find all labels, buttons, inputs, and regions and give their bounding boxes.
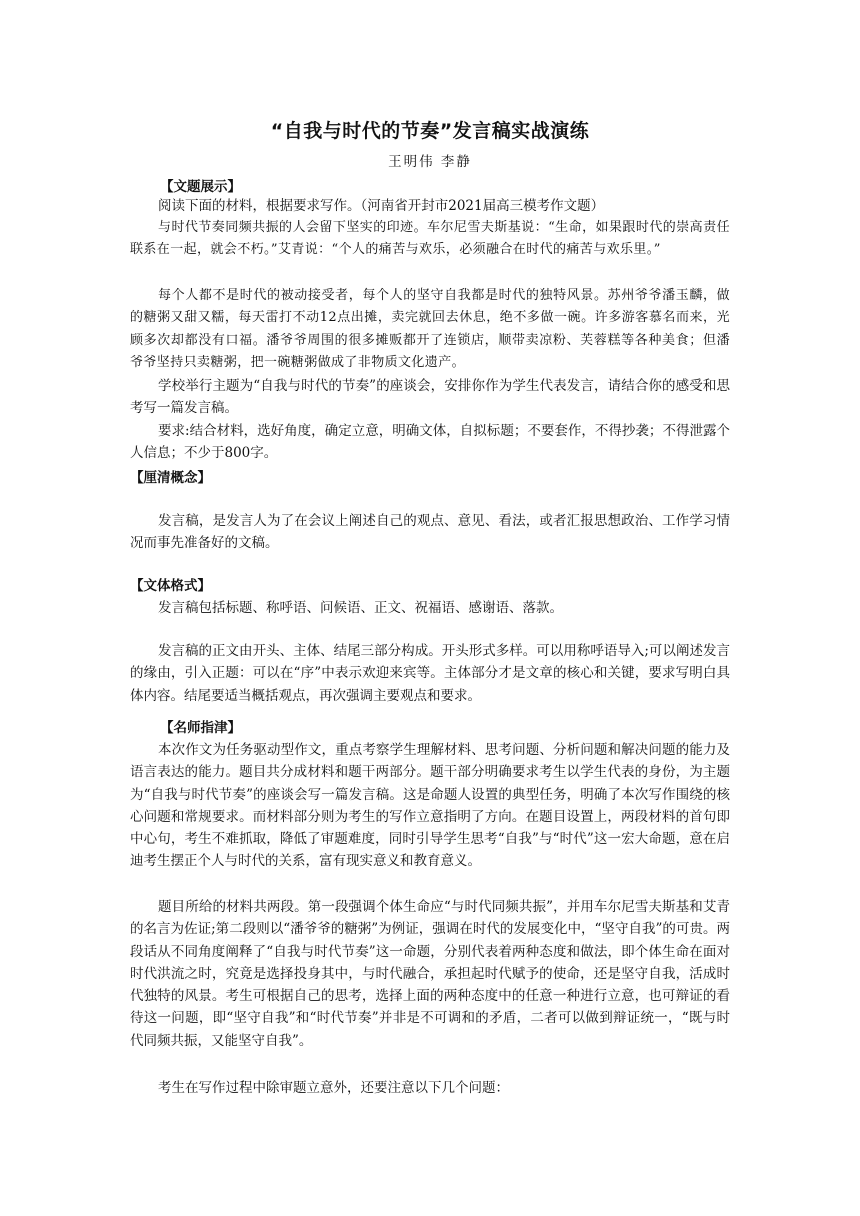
author-line: 王明伟 李静 bbox=[388, 154, 472, 170]
section-heading-prompt: 【文题展示】 bbox=[160, 179, 241, 195]
page-title: “自我与时代的节奏”发言稿实战演练 bbox=[270, 120, 590, 142]
section-heading-concept: 【厘清概念】 bbox=[130, 470, 211, 486]
paragraph-requirements: 要求:结合材料，选好角度，确定立意，明确文体，自拟标题；不要套作，不得抄袭；不得泄露个人信息；不少于800字。 bbox=[130, 423, 730, 462]
paragraph-guidance-2: 题目所给的材料共两段。第一段强调个体生命应“与时代同频共振”，并用车尔尼雪夫斯基和艾青的名言为佐证;第二段则以“潘爷爷的糖粥”为例证，强调在时代的发展变化中，“坚守自我”的可贵。两段话从不同角度阐释了“自我与时代节奏”这一命题，分别代表着两种态度和做法，即个体生命在面对时代洪流之时，究竟是选择投身其中，与时代融合，承担起时代赋予的使命，还是坚守自我，活成时代独特的风景。考生可根据自己的思考，选择上面的两种态度中的任意一种进行立意，也可辩证的看待这一问题，即“坚守自我”和“时代节奏”并非是不可调和的矛盾，二者可以做到辩证统一，“既与时代同频共振，又能坚守自我”。 bbox=[130, 899, 730, 1049]
paragraph-format-body: 发言稿的正文由开头、主体、结尾三部分构成。开头形式多样。可以用称呼语导入;可以阐述发言的缘由，引入正题：可以在“序”中表示欢迎来宾等。主体部分才是文章的核心和关键，要求写明白具体内容。结尾要适当概括观点，再次强调主要观点和要求。 bbox=[130, 643, 730, 704]
paragraph-material-2: 每个人都不是时代的被动接受者，每个人的坚守自我都是时代的独特风景。苏州爷爷潘玉麟，做的糖粥又甜又糯，每天雷打不动12点出摊，卖完就回去休息，绝不多做一碗。许多游客慕名而来，光顾多次却都没有口福。潘爷爷周围的很多摊贩都开了连锁店，顺带卖凉粉、芙蓉糕等各种美食；但潘爷爷坚持只卖糖粥，把一碗糖粥做成了非物质文化遗产。 bbox=[130, 288, 730, 370]
paragraph-guidance-3: 考生在写作过程中除审题立意外，还要注意以下几个问题： bbox=[158, 1080, 509, 1096]
section-heading-format: 【文体格式】 bbox=[130, 578, 211, 594]
paragraph-task: 学校举行主题为“自我与时代的节奏”的座谈会，安排你作为学生代表发言，请结合你的感受和思考写一篇发言稿。 bbox=[130, 378, 730, 417]
paragraph-material-1: 与时代节奏同频共振的人会留下坚实的印迹。车尔尼雪夫斯基说：“生命，如果跟时代的崇高责任联系在一起，就会不朽。”艾青说：“个人的痛苦与欢乐，必须融合在时代的痛苦与欢乐里。” bbox=[130, 220, 730, 258]
section-heading-guidance: 【名师指津】 bbox=[160, 720, 241, 736]
paragraph-guidance-1: 本次作文为任务驱动型作文，重点考察学生理解材料、思考问题、分析问题和解决问题的能力及语言表达的能力。题目共分成材料和题干两部分。题干部分明确要求考生以学生代表的身份，为主题为“自我与时代节奏”的座谈会写一篇发言稿。这是命题人设置的典型任务，明确了本次写作围绕的核心问题和常规要求。而材料部分则为考生的写作立意指明了方向。在题目设置上，两段材料的首句即中心句，考生不难抓取，降低了审题难度，同时引导学生思考“自我”与“时代”这一宏大命题，意在启迪考生摆正个人与时代的关系，富有现实意义和教育意义。 bbox=[130, 742, 730, 870]
paragraph-definition: 发言稿，是发言人为了在会议上阐述自己的观点、意见、看法，或者汇报思想政治、工作学习情况而事先准备好的文稿。 bbox=[130, 513, 730, 552]
paragraph-format-parts: 发言稿包括标题、称呼语、问候语、正文、祝福语、感谢语、落款。 bbox=[158, 600, 563, 616]
paragraph-instruction: 阅读下面的材料，根据要求写作。（河南省开封市2021届高三模考作文题） bbox=[158, 198, 605, 214]
